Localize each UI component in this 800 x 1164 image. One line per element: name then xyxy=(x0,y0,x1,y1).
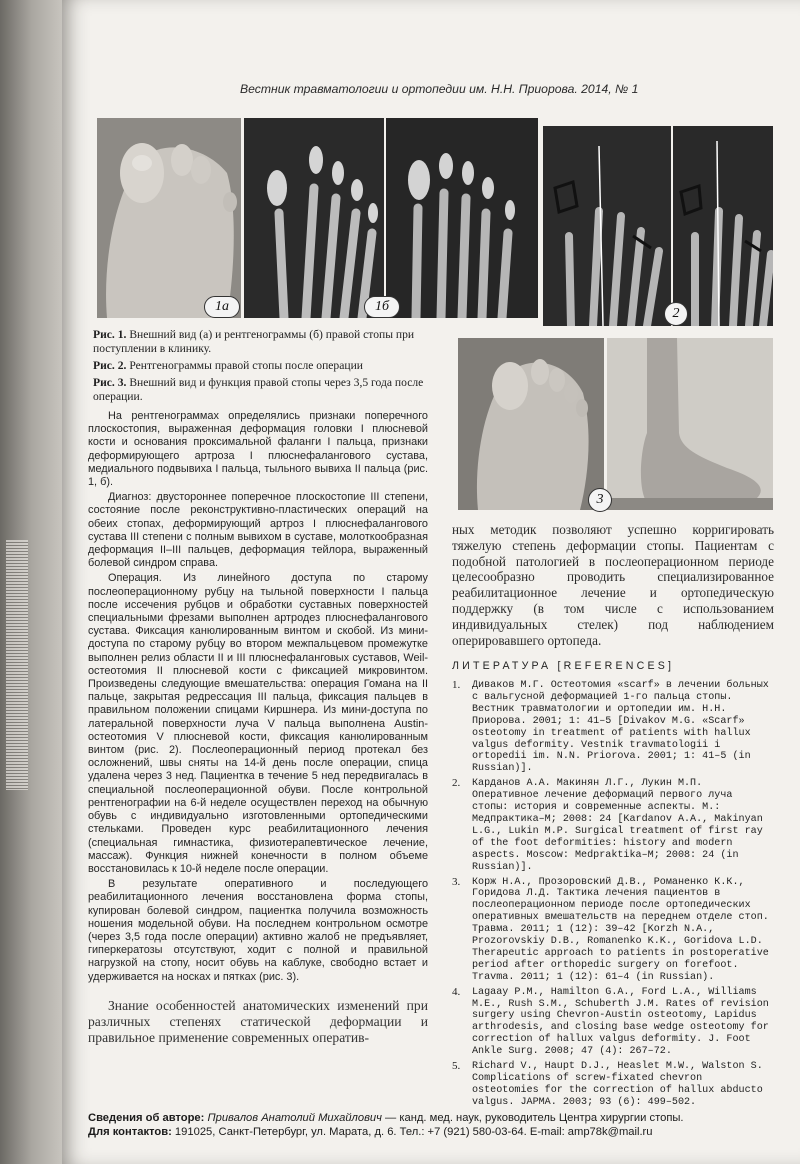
right-column-text: ных методик позволяют успешно корригировать тяжелую степень деформации стопы. Пациентам с подобной патологией в послеоперационном периоде целесообразно проводить специализированное реабилитационное лечение и ортопедическую поддержку (в том числе с использованием индивидуальных стелек) под наблюдением оперировавшего ортопеда. xyxy=(452,522,774,648)
figure-captions xyxy=(93,328,453,407)
figure-2-xray-right xyxy=(673,126,773,326)
figure-3-photo-front xyxy=(458,338,604,510)
book-spine xyxy=(0,0,70,1164)
caption-fig-3: Рис. 3. Внешний вид и функция правой стопы через 3,5 года после операции. xyxy=(93,376,424,403)
figure-3-photo-side xyxy=(607,338,773,510)
author-info xyxy=(88,1112,778,1139)
page-edges xyxy=(6,540,28,790)
left-column-text xyxy=(88,410,428,1046)
figure-1b-xray-left xyxy=(244,118,384,318)
references-list xyxy=(452,680,774,1112)
figure-2-label: 2 xyxy=(664,302,688,326)
paragraph-operation: Операция. Из линейного доступа по старому послеоперационному рубцу на тыльной поверхности I пальца после иссечения рубцов и обработки суставных поверхностей специальными фрезами выполнен артродез плюснефалангового сустава. Фиксация канюлированным винтом и скобой. Из мини-доступа по старому рубцу во втором межпальцевом промежутке выполнен релиз области II и III плюснефаланговых суставов, Weil-остеотомия II плюсневой кости с фиксацией микровинтом. Произведены следующие вмешательства: операция Гомана на II пальце, закрытая редрессация III пальца, фиксация пальцев в правильном положении спицами Киршнера. Из мини-доступа по латеральной поверхности луча V пальца выполнена Austin-остеотомия V плюсневой кости, фиксация канюлированным винтом (рис. 2). Послеоперационный период протекал без осложнений, швы сняты на 14-й день после операции, спица удалена через 3 нед. Пациентка в течение 5 нед передвигалась в специальной послеоперационной обуви. После контрольной рентгенографии на 6-й неделе осуществлен переход на обычную обувь с индивидуально изготовленными ортопедическими стельками. Проведен курс реабилитационного лечения (специальная гимнастика, физиотерапевтическое лечение, массаж). Функция нижней конечности в полном объеме восстановилась к 10-й неделе после операции. xyxy=(88,572,428,875)
reference-item: 5. Richard V., Haupt D.J., Heaslet M.W., Walston S. Complications of screw-fixated chevron osteotomies for the correction of hallux abducto valgus. JAPMA. 2003; 93 (6): 499–502. xyxy=(452,1060,763,1108)
figure-1b-xray-right xyxy=(386,118,538,318)
figure-3-label: 3 xyxy=(588,488,612,512)
figure-1a-label: 1а xyxy=(204,296,240,318)
figure-2-xray-left xyxy=(543,126,671,326)
contacts-line: Для контактов: 191025, Санкт-Петербург, ул. Марата, д. 6. Тел.: +7 (921) 580-03-64. E-mail: amp78k@mail.ru xyxy=(88,1125,653,1138)
reference-item: 4. Lagaay P.M., Hamilton G.A., Ford L.A., Williams M.E., Rush S.M., Schuberth J.M. Rates of revision surgery using Chevron-Austin osteotomy, Lapidus arthrodesis, and closing base wedge osteotomy for correction of hallux valgus deformity. J. Foot Ankle Surg. 2008; 47 (4): 267–72. xyxy=(452,985,769,1058)
paragraph-conclusion-start: Знание особенностей анатомических изменений при различных степенях статической деформации и правильное применение современных оператив- xyxy=(88,997,428,1046)
reference-item: 3. Корж Н.А., Прозоровский Д.В., Романенко К.К., Горидова Л.Д. Тактика лечения пациентов в послеоперационном периоде после ортопедических оперативных вмешательств на переднем отделе стоп. Травма. 2011; 1 (12): 39–42 [Korzh N.A., Prozorovskiy D.B., Romanenko K.K., Goridova L.D. Therapeutic approach to patients in postoperative period after orthopedic surgery on forefoot. Travma. 2011; 1 (12): 61–4 (in Russian). xyxy=(452,875,769,983)
caption-fig-1: Рис. 1. Внешний вид (а) и рентгенограммы (б) правой стопы при поступлении в клинику. xyxy=(93,328,415,355)
figure-1a-photo xyxy=(97,118,241,318)
reference-item: 1. Диваков М.Г. Остеотомия «scarf» в лечении больных с вальгусной деформацией 1-го пальца стопы. Вестник травматологии и ортопедии им. Н.Н. Приорова. 2001; 1: 41–5 [Divakov M.G. «Scarf» osteotomy in treatment of patients with hallux valgus deformity. Vestnik travmatologii i ortopedii im. N.N. Priorova. 2001; 1: 41–5 (in Russian)]. xyxy=(452,679,769,775)
running-header: Вестник травматологии и ортопедии им. Н.Н. Приорова. 2014, № 1 xyxy=(240,82,639,96)
reference-item: 2. Карданов А.А. Макинян Л.Г., Лукин М.П. Оперативное лечение деформаций первого луча стопы: история и современные аспекты. М.: Медпрактика–М; 2008: 24 [Kardanov A.A., Makinyan L.G., Lukin M.P. Surgical treatment of first ray of the foot deformities: history and modern aspects. Moscow: Medpraktika–M; 2008: 24 (in Russian)]. xyxy=(452,777,763,873)
figure-1b-label: 1б xyxy=(364,296,400,318)
caption-fig-2: Рис. 2. Рентгенограммы правой стопы после операции xyxy=(93,359,363,372)
paragraph-result: В результате оперативного и последующего реабилитационного лечения восстановлена форма стопы, купирован болевой синдром, пациентка получила возможность ношения модельной обуви. На последнем контрольном осмотре (через 3,5 года после операции) активно жалоб не предъявляет, гиперкератозы отсутствуют, ходит с полной и правильной нагрузкой на стопу, носит обувь на каблуке, свободно встает и удерживается на носках и пятках (рис. 3). xyxy=(88,878,428,983)
literature-heading: ЛИТЕРАТУРА [REFERENCES] xyxy=(452,660,675,672)
paragraph-diagnosis: Диагноз: двустороннее поперечное плоскостопие III степени, состояние после реконструктивно-пластических операций на обеих стопах, деформирующий артроз I плюснефалангового сустава III степени с полным вывихом в суставе, молоткообразная деформация II–III пальцев, деформация тейлора, выраженный болевой синдром справа. xyxy=(88,491,428,570)
paragraph-xray-findings: На рентгенограммах определялись признаки поперечного плоскостопия, выраженная деформация головки I плюсневой кости и основания проксимальной фаланги I пальца, признаки деформирующего артроза I плюснефалангового сустава, медиального подвывиха I пальца, тыльного вывиха II пальца (рис. 1, б). xyxy=(88,410,428,489)
author-line: Сведения об авторе: Привалов Анатолий Михайлович — канд. мед. наук, руководитель Центра хирургии стопы. xyxy=(88,1112,684,1124)
